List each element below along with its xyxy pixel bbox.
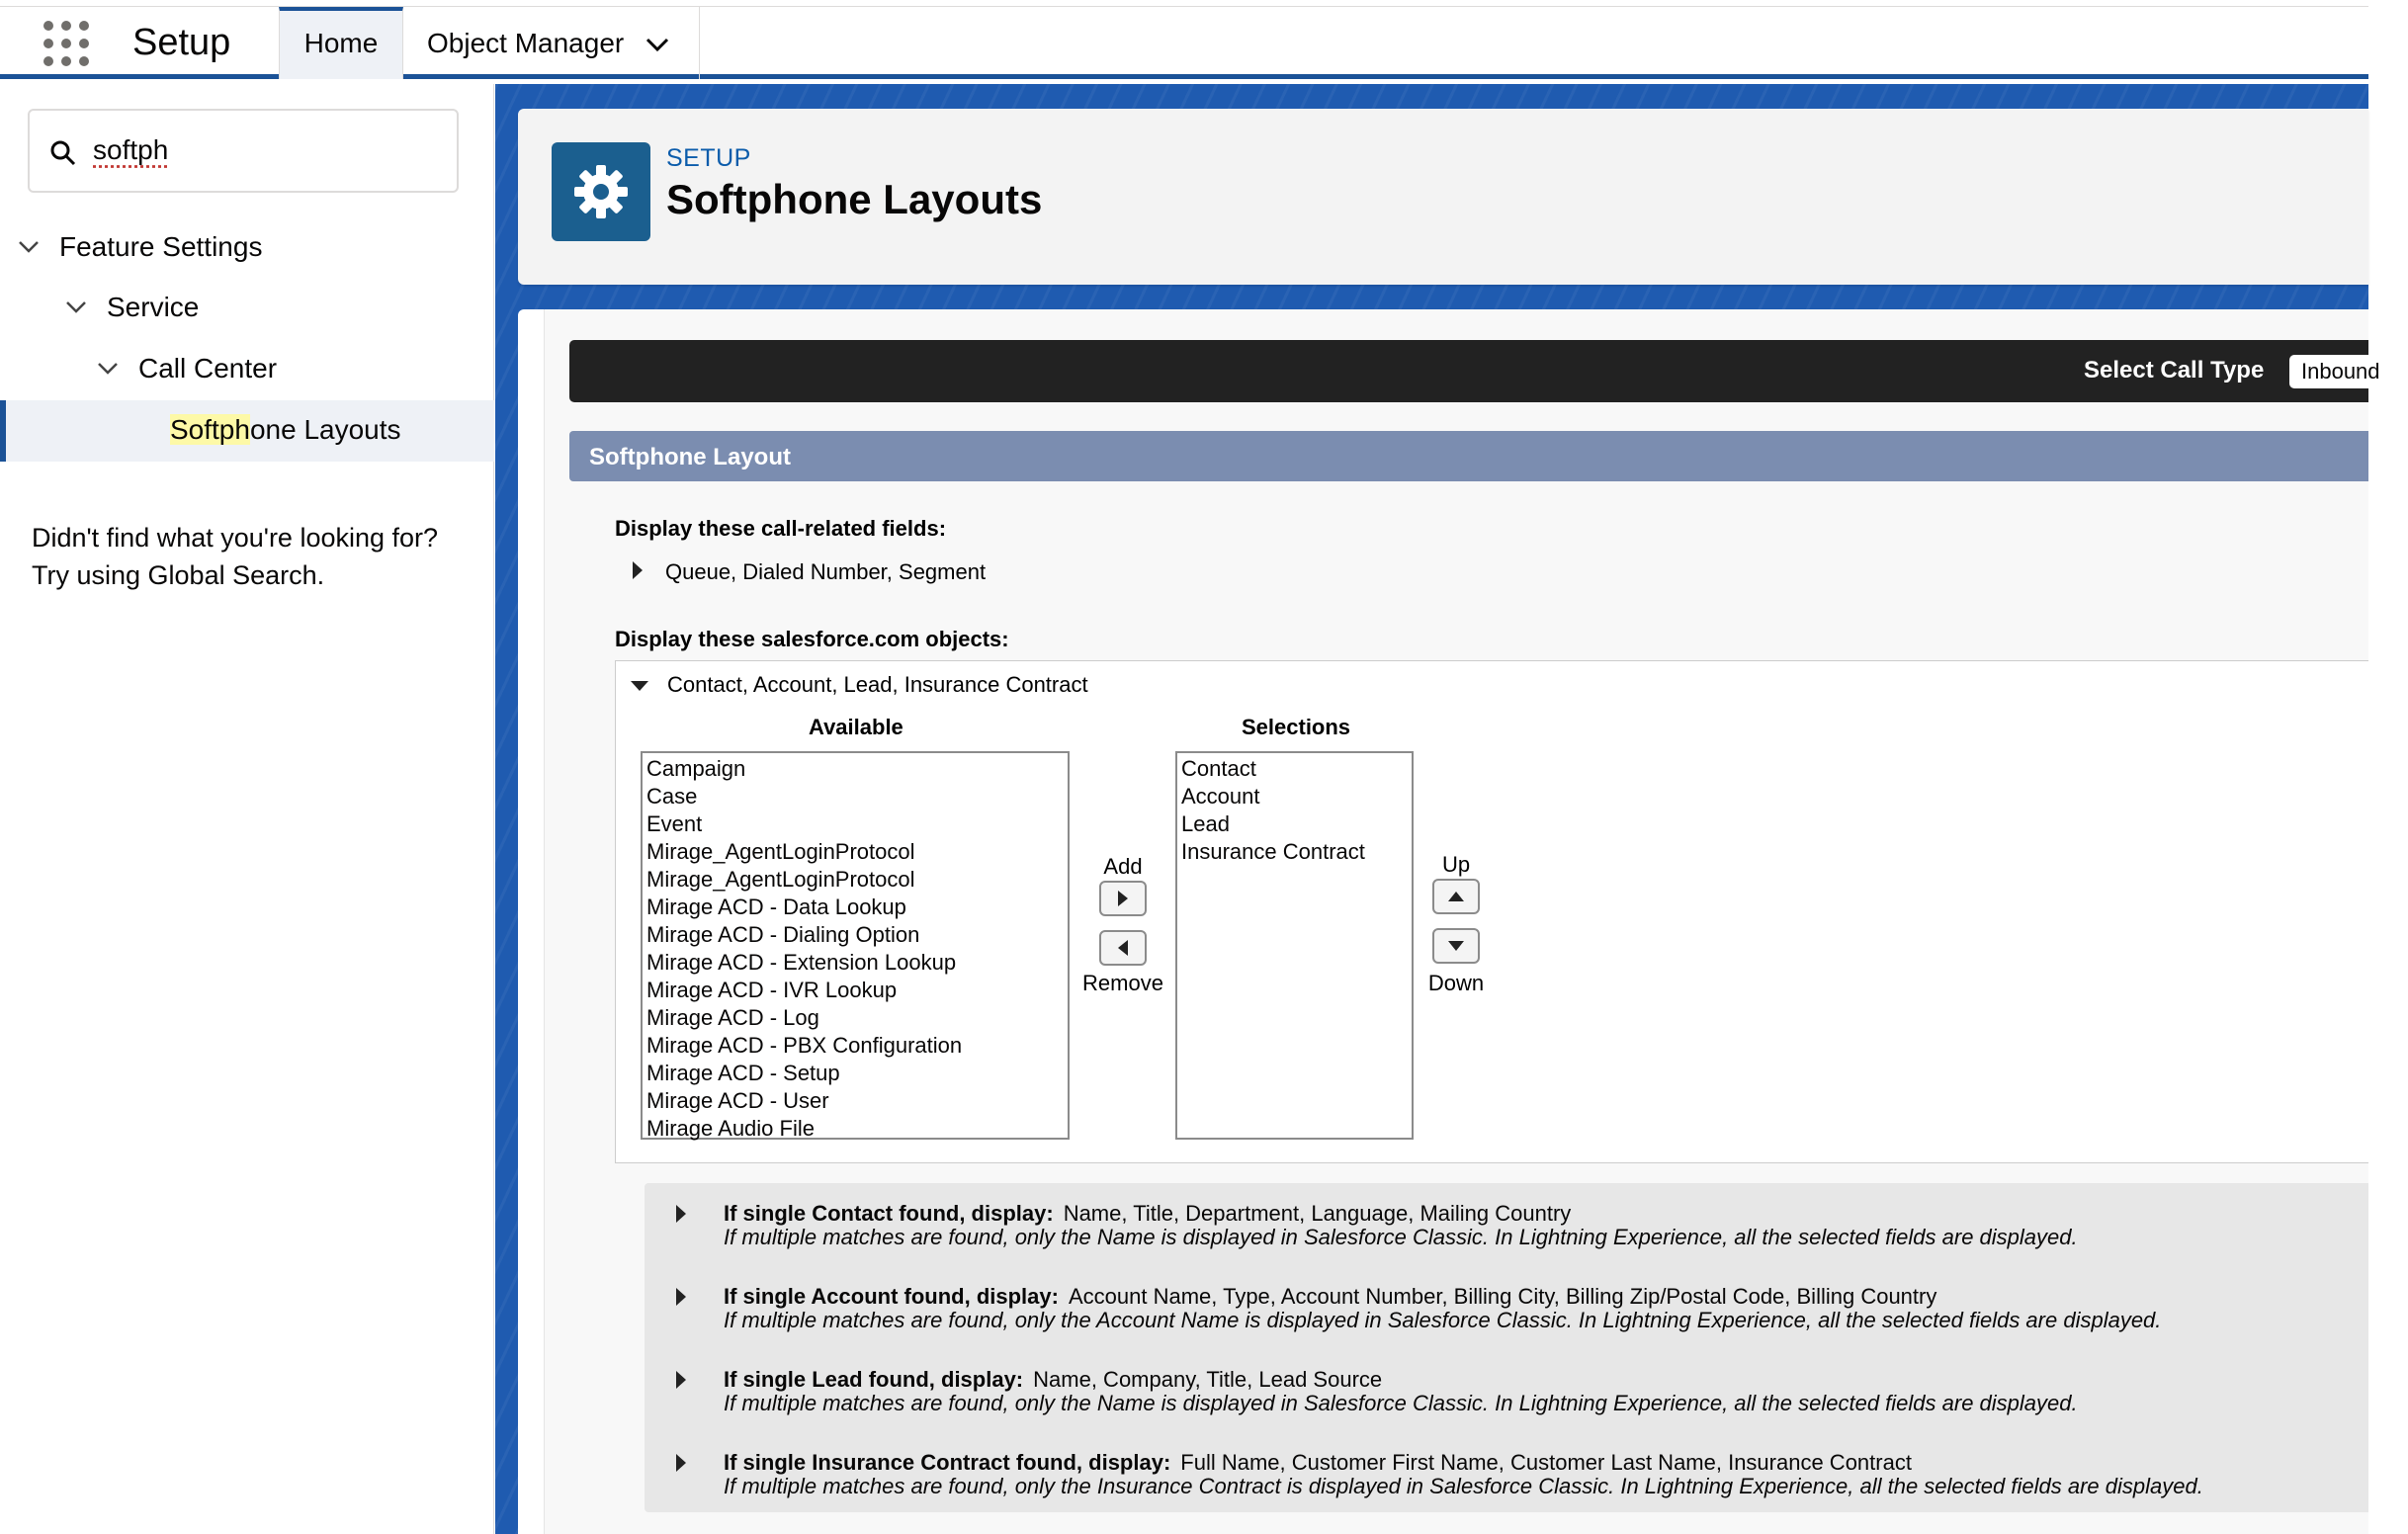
found-row-fields: Full Name, Customer First Name, Customer Last Name, Insurance Contract bbox=[1180, 1450, 1912, 1475]
found-row-summary bbox=[724, 1450, 1912, 1476]
quick-find-input[interactable] bbox=[28, 109, 459, 193]
gear-icon bbox=[570, 161, 632, 222]
chevron-down-icon bbox=[18, 240, 40, 254]
tree-label: Feature Settings bbox=[59, 231, 263, 262]
setup-sidebar bbox=[0, 84, 494, 1534]
page-title: Softphone Layouts bbox=[666, 176, 1043, 222]
help-line-2: Try using Global Search. bbox=[32, 560, 325, 590]
up-button[interactable] bbox=[1432, 879, 1480, 914]
list-item[interactable]: Account bbox=[1181, 784, 1260, 809]
tree-label-rest: one Layouts bbox=[249, 414, 401, 445]
top-border bbox=[0, 0, 2368, 7]
tab-object-manager-label: Object Manager bbox=[427, 28, 625, 58]
tree-label: Call Center bbox=[138, 353, 278, 384]
search-highlight: Softph bbox=[170, 414, 250, 445]
found-row-summary bbox=[724, 1367, 1382, 1393]
tab-home[interactable]: Home bbox=[279, 7, 403, 79]
list-item[interactable]: Insurance Contract bbox=[1181, 839, 1365, 864]
tree-label-softphone-layouts bbox=[170, 412, 401, 448]
list-item[interactable]: Mirage ACD - Dialing Option bbox=[646, 922, 920, 947]
page-header bbox=[518, 109, 2368, 285]
help-line-1: Didn't find what you're looking for? bbox=[32, 523, 439, 553]
chevron-down-icon bbox=[65, 300, 87, 314]
arrow-up-icon bbox=[1447, 890, 1465, 903]
up-label: Up bbox=[1441, 852, 1471, 877]
list-item[interactable]: Mirage_AgentLoginProtocol bbox=[646, 867, 915, 892]
found-row-note: If multiple matches are found, only the Name is displayed in Salesforce Classic. In Lightning Experience, all the selected fields are displayed. bbox=[724, 1225, 2078, 1249]
found-row-title: If single Insurance Contract found, display: bbox=[724, 1450, 1171, 1475]
call-type-select[interactable]: Inbound bbox=[2289, 355, 2408, 388]
arrow-right-icon bbox=[1116, 890, 1130, 907]
list-item[interactable]: Contact bbox=[1181, 756, 1256, 781]
list-item[interactable]: Mirage_AgentLoginProtocol bbox=[646, 839, 915, 864]
available-listbox[interactable] bbox=[641, 751, 1070, 1140]
found-row-fields: Name, Company, Title, Lead Source bbox=[1033, 1367, 1383, 1392]
quick-find-value: softph bbox=[93, 134, 169, 165]
chevron-down-icon bbox=[97, 362, 119, 376]
selections-header: Selections bbox=[1242, 715, 1351, 739]
list-item[interactable]: Mirage ACD - Log bbox=[646, 1005, 819, 1030]
found-row-summary bbox=[724, 1284, 1936, 1310]
list-item[interactable]: Mirage ACD - Setup bbox=[646, 1061, 840, 1085]
app-launcher-icon[interactable] bbox=[43, 21, 89, 66]
tree-item-service[interactable] bbox=[65, 290, 199, 325]
chevron-down-icon[interactable] bbox=[645, 37, 669, 52]
add-label: Add bbox=[1103, 854, 1143, 879]
list-item[interactable]: Event bbox=[646, 811, 703, 836]
list-item[interactable]: Mirage ACD - Data Lookup bbox=[646, 895, 906, 919]
remove-label: Remove bbox=[1082, 971, 1163, 995]
found-row-fields: Name, Title, Department, Language, Mailing Country bbox=[1063, 1201, 1572, 1226]
tab-object-manager[interactable] bbox=[403, 7, 700, 79]
found-row-summary bbox=[724, 1201, 1571, 1227]
found-row-title: If single Lead found, display: bbox=[724, 1367, 1024, 1392]
down-label: Down bbox=[1427, 971, 1485, 995]
tree-label: Service bbox=[107, 292, 200, 322]
global-header bbox=[0, 7, 2368, 79]
found-row-note: If multiple matches are found, only the Name is displayed in Salesforce Classic. In Lightning Experience, all the selected fields are displayed. bbox=[724, 1391, 2078, 1415]
found-row-note: If multiple matches are found, only the Account Name is displayed in Salesforce Classic. In Lightning Experience, all the selected fields are displayed. bbox=[724, 1308, 2162, 1332]
call-type-label: Select Call Type bbox=[2084, 357, 2265, 384]
app-name: Setup bbox=[132, 22, 231, 63]
record-found-panel bbox=[645, 1183, 2368, 1512]
list-item[interactable]: Mirage ACD - User bbox=[646, 1088, 829, 1113]
expand-icon[interactable] bbox=[676, 1288, 686, 1306]
remove-button[interactable] bbox=[1099, 930, 1147, 966]
help-text bbox=[32, 519, 438, 594]
tree-item-call-center[interactable] bbox=[97, 351, 277, 386]
expand-icon[interactable] bbox=[676, 1371, 686, 1389]
section-title: Softphone Layout bbox=[589, 444, 791, 470]
expand-icon[interactable] bbox=[676, 1454, 686, 1472]
call-fields-label: Display these call-related fields: bbox=[615, 516, 947, 541]
expand-icon[interactable] bbox=[676, 1205, 686, 1223]
available-header: Available bbox=[809, 715, 903, 739]
objects-label: Display these salesforce.com objects: bbox=[615, 627, 1009, 651]
search-icon bbox=[49, 139, 77, 167]
page-eyebrow: SETUP bbox=[666, 144, 751, 172]
down-button[interactable] bbox=[1432, 928, 1480, 964]
add-button[interactable] bbox=[1099, 881, 1147, 916]
expand-icon[interactable] bbox=[633, 561, 643, 579]
call-type-bar bbox=[569, 340, 2380, 402]
objects-summary: Contact, Account, Lead, Insurance Contract bbox=[667, 672, 1088, 697]
found-row-note: If multiple matches are found, only the Insurance Contract is displayed in Salesforce Classic. In Lightning Experience, all the selected fields are displayed. bbox=[724, 1474, 2203, 1498]
section-header bbox=[569, 431, 2368, 481]
list-item[interactable]: Mirage ACD - IVR Lookup bbox=[646, 978, 898, 1002]
list-item[interactable]: Campaign bbox=[646, 756, 746, 781]
list-item[interactable]: Mirage ACD - Extension Lookup bbox=[646, 950, 957, 975]
setup-gear-icon bbox=[552, 142, 650, 241]
list-item[interactable]: Lead bbox=[1181, 811, 1230, 836]
found-row-fields: Account Name, Type, Account Number, Billing City, Billing Zip/Postal Code, Billing Country bbox=[1068, 1284, 1937, 1309]
selections-listbox[interactable] bbox=[1175, 751, 1414, 1140]
found-row-title: If single Contact found, display: bbox=[724, 1201, 1054, 1226]
tree-item-softphone-layouts[interactable] bbox=[0, 400, 494, 462]
tree-item-feature-settings[interactable] bbox=[18, 229, 262, 265]
arrow-down-icon bbox=[1447, 939, 1465, 953]
list-item[interactable]: Mirage Audio File bbox=[646, 1116, 815, 1141]
list-item[interactable]: Case bbox=[646, 784, 698, 809]
list-item[interactable]: Mirage ACD - PBX Configuration bbox=[646, 1033, 963, 1058]
found-row-title: If single Account found, display: bbox=[724, 1284, 1059, 1309]
collapse-icon[interactable] bbox=[631, 681, 648, 691]
call-fields-value: Queue, Dialed Number, Segment bbox=[665, 559, 987, 584]
arrow-left-icon bbox=[1116, 939, 1130, 957]
